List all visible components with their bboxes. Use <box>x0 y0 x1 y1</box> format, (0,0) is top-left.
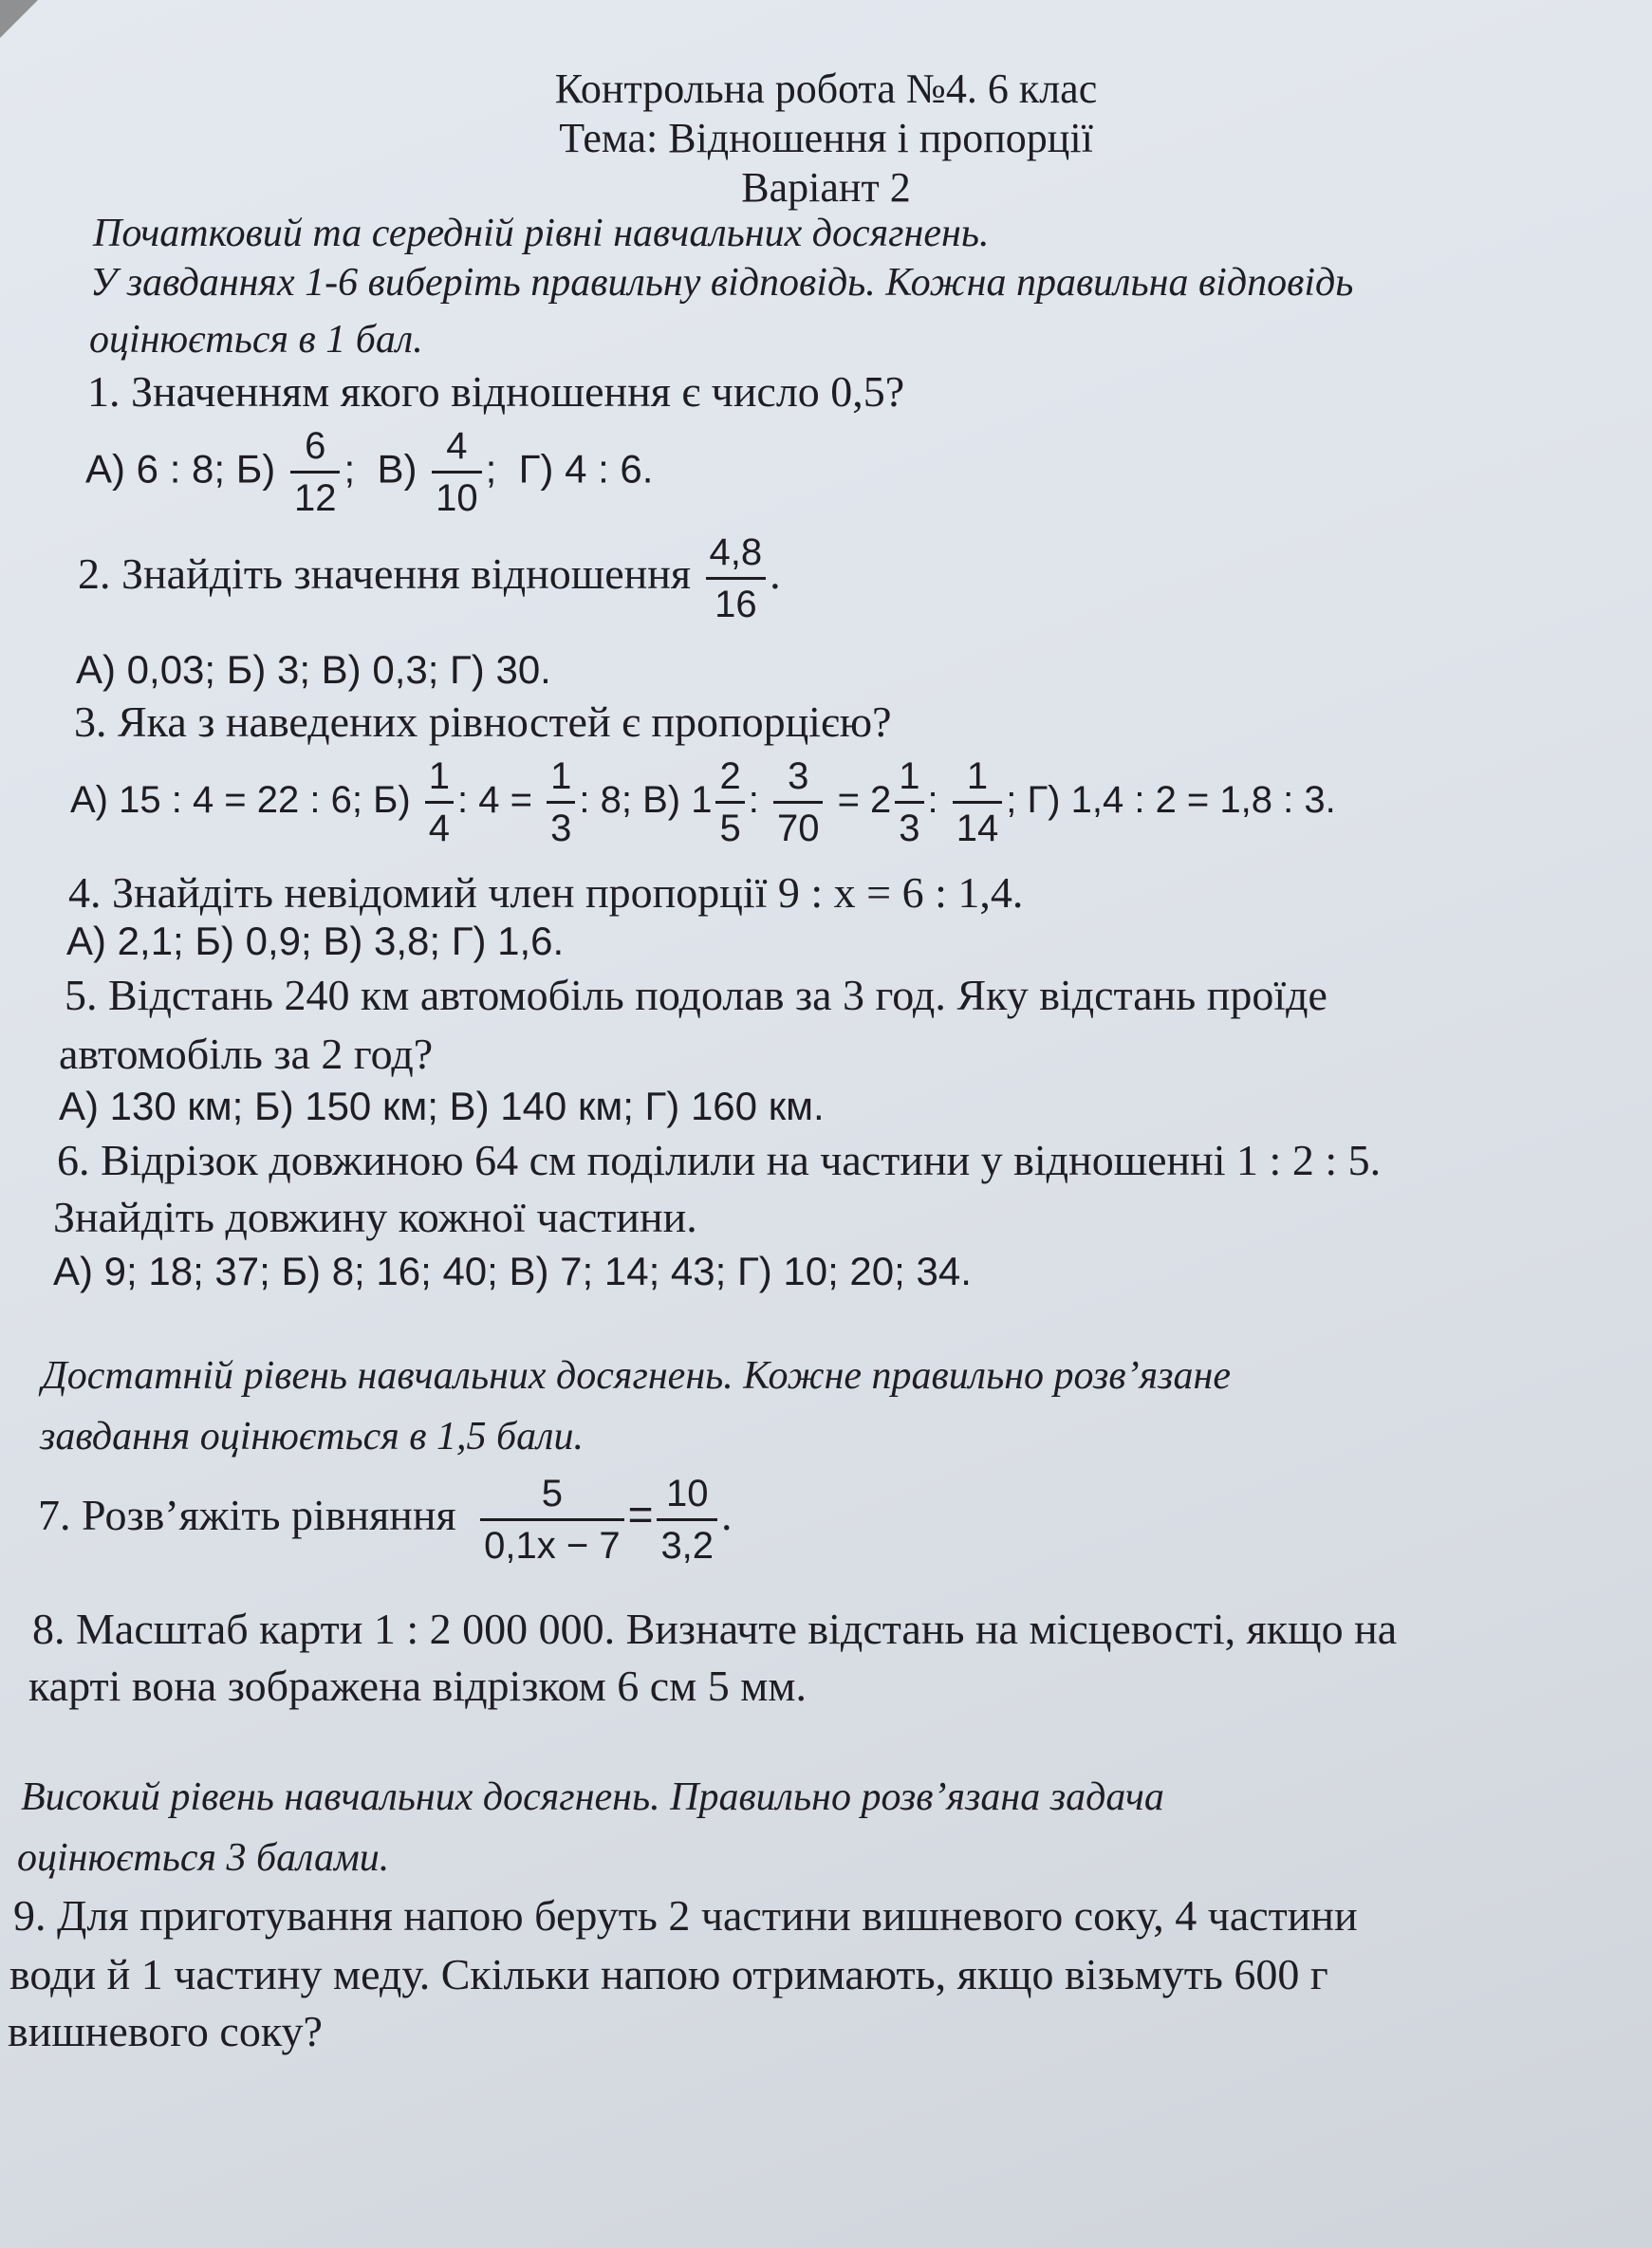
doc-topic: Тема: Відношення і пропорції <box>559 115 1093 161</box>
q8-text-1: 8. Масштаб карти 1 : 2 000 000. Визначте відстань на місцевості, якщо на <box>32 1605 1398 1653</box>
q8-text-2: карті вона зображена відрізком 6 см 5 мм. <box>28 1662 807 1710</box>
section2-heading-2: завдання оцінюється в 1,5 бали. <box>40 1415 584 1458</box>
q7-fraction-left: $\frac{5}{0,1x - 7}$ <box>480 1473 623 1567</box>
q3-v-fraction-2: $\frac{3}{70}$ <box>773 755 824 849</box>
q3-answer-a: А) 15 : 4 = 22 : 6; <box>70 779 362 822</box>
q1-answer-b-label: Б) <box>235 446 276 492</box>
section1-heading: Початковий та середній рівні навчальних досягнень. <box>93 212 990 255</box>
q3-answer-v-label: В) 1 <box>642 779 713 822</box>
q3-answer-b-label: Б) <box>373 779 411 822</box>
section2-heading-1: Достатній рівень навчальних досягнень. Кожне правильно розв’язане <box>42 1354 1231 1398</box>
q7-line: 7. Розв’яжіть рівняння $\frac{5}{0,1x - 7}$ = $\frac{10}{3,2}$ . <box>38 1473 733 1567</box>
q5-answers: А) 130 км; Б) 150 км; В) 140 км; Г) 160 км. <box>59 1084 825 1128</box>
section3-heading-1: Високий рівень навчальних досягнень. Правильно розв’язана задача <box>21 1775 1164 1819</box>
q2-fraction: $\frac{4,8}{16}$ <box>706 531 767 625</box>
q1-answers: А) 6 : 8; Б) $\frac{6}{12}$ ; В) $\frac{4}{10}$ ; Г) 4 : 6. <box>85 425 654 519</box>
q1-answer-a: А) 6 : 8; <box>85 446 226 492</box>
section1-instruction-1: У завданнях 1-6 виберіть правильну відповідь. Кожна правильна відповідь <box>90 261 1354 305</box>
q9-text-1: 9. Для приготування напою беруть 2 частини вишневого соку, 4 частини <box>13 1891 1358 1940</box>
q3-b-fraction-2: $\frac{1}{3}$ <box>547 755 575 849</box>
q5-text-1: 5. Відстань 240 км автомобіль подолав за 3 год. Яку відстань проїде <box>65 971 1327 1019</box>
q9-text-2: води й 1 частину меду. Скільки напою отримають, якщо візьмуть 600 г <box>9 1950 1328 1998</box>
q9-text-3: вишневого соку? <box>8 2007 323 2055</box>
q2-answers: А) 0,03; Б) 3; В) 0,3; Г) 30. <box>76 647 551 692</box>
q2-line: 2. Знайдіть значення відношення $\frac{4,8}{16}$ . <box>78 531 781 625</box>
q7-fraction-right: $\frac{10}{3,2}$ <box>657 1473 717 1567</box>
q3-answers: А) 15 : 4 = 22 : 6; Б) $\frac{1}{4}$ : 4 = $\frac{1}{3}$ : 8; В) 1 $\frac{2}{5}$ : $\frac{3}{70}$ = 2 $\frac{1}{3}$ : $\frac{1}{14}$ ; Г) 1,4 : 2 = 1,8 : 3. <box>70 755 1336 849</box>
q1-answer-v-fraction: $\frac{4}{10}$ <box>432 425 482 519</box>
q1-answer-v-label: В) <box>377 446 418 492</box>
doc-title: Контрольна робота №4. 6 клас <box>554 65 1098 112</box>
q1-answer-b-fraction: $\frac{6}{12}$ <box>290 425 341 519</box>
q6-text-2: Знайдіть довжину кожної частини. <box>53 1193 697 1241</box>
q1-answer-g: Г) 4 : 6. <box>518 446 654 492</box>
q7-text: 7. Розв’яжіть рівняння <box>38 1491 456 1540</box>
q3-v-fraction-4: $\frac{1}{14}$ <box>953 755 1003 849</box>
q3-v-fraction-1: $\frac{2}{5}$ <box>715 755 744 849</box>
q2-text: 2. Знайдіть значення відношення <box>78 549 692 599</box>
q4-answers: А) 2,1; Б) 0,9; В) 3,8; Г) 1,6. <box>66 919 565 963</box>
q3-text: 3. Яка з наведених рівностей є пропорцією? <box>74 697 892 746</box>
q1-text: 1. Значенням якого відношення є число 0,5? <box>87 367 905 416</box>
section3-heading-2: оцінюється 3 балами. <box>17 1836 390 1880</box>
q4-text: 4. Знайдіть невідомий член пропорції 9 : x = 6 : 1,4. <box>68 868 1024 917</box>
q6-text-1: 6. Відрізок довжиною 64 см поділили на частини у відношенні 1 : 2 : 5. <box>57 1136 1382 1184</box>
q5-text-2: автомобіль за 2 год? <box>59 1030 434 1078</box>
q6-answers: А) 9; 18; 37; Б) 8; 16; 40; В) 7; 14; 43; Г) 10; 20; 34. <box>53 1249 972 1293</box>
q3-b-fraction-1: $\frac{1}{4}$ <box>425 755 454 849</box>
section1-instruction-2: оцінюється в 1 бал. <box>89 318 423 362</box>
q3-answer-g: ; Г) 1,4 : 2 = 1,8 : 3. <box>1006 779 1336 822</box>
doc-variant: Варіант 2 <box>741 164 911 211</box>
q3-v-fraction-3: $\frac{1}{3}$ <box>895 755 923 849</box>
